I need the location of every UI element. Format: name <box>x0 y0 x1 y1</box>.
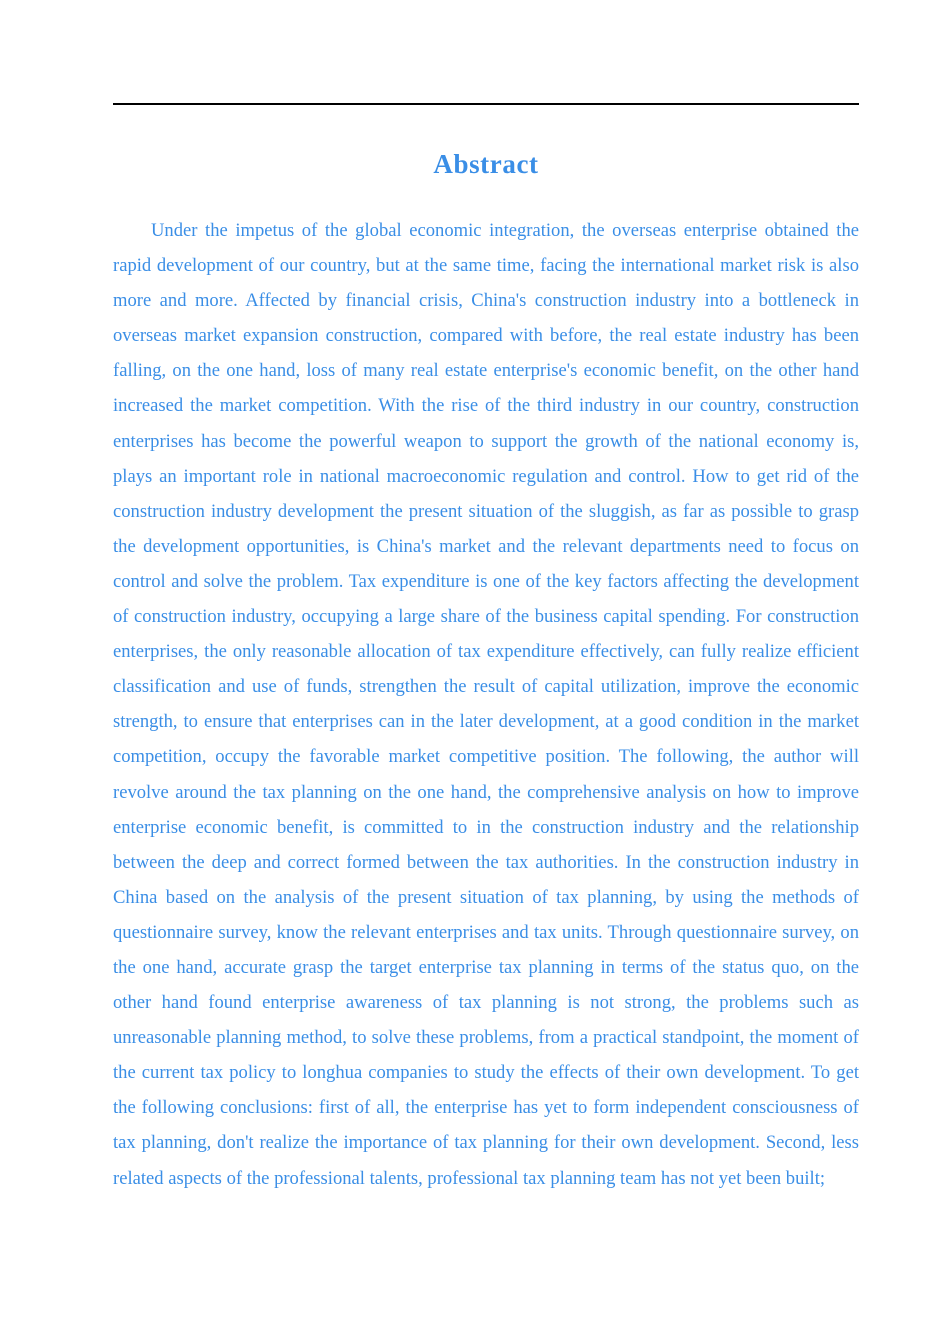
header-rule <box>113 103 859 105</box>
abstract-title: Abstract <box>433 149 539 179</box>
abstract-body: Under the impetus of the global economic integration, the overseas enterprise obtained the rapid development of our country, but at the same time, facing the international market risk is also more and more. Affected by financial crisis, China's construction industry into a bottleneck in overseas market expansion construction, compared with before, the real estate industry has been falling, on the one hand, loss of many real estate enterprise's economic benefit, on the other hand increased the market competition. With the rise of the third industry in our country, construction enterprises has become the powerful weapon to support the growth of the national economy is, plays an important role in national macroeconomic regulation and control. How to get rid of the construction industry development the present situation of the sluggish, as far as possible to grasp the development opportunities, is China's market and the relevant departments need to focus on control and solve the problem. Tax expenditure is one of the key factors affecting the development of construction industry, occupying a large share of the business capital spending. For construction enterprises, the only reasonable allocation of tax expenditure effectively, can fully realize efficient classification and use of funds, strengthen the result of capital utilization, improve the economic strength, to ensure that enterprises can in the later development, at a good condition in the market competition, occupy the favorable market competitive position. The following, the author will revolve around the tax planning on the one hand, the comprehensive analysis on how to improve enterprise economic benefit, is committed to in the construction industry and the relationship between the deep and correct formed between the tax authorities. In the construction industry in China based on the analysis of the present situation of tax planning, by using the methods of questionnaire survey, know the relevant enterprises and tax units. Through questionnaire survey, on the one hand, accurate grasp the target enterprise tax planning in terms of the status quo, on the other hand found enterprise awareness of tax planning is not strong, the problems such as unreasonable planning method, to solve these problems, from a practical standpoint, the moment of the current tax policy to longhua companies to study the effects of their own development. To get the following conclusions: first of all, the enterprise has yet to form independent consciousness of tax planning, don't realize the importance of tax planning for their own development. Second, less related aspects of the professional talents, professional tax planning team has not yet been built; <box>113 220 859 1189</box>
